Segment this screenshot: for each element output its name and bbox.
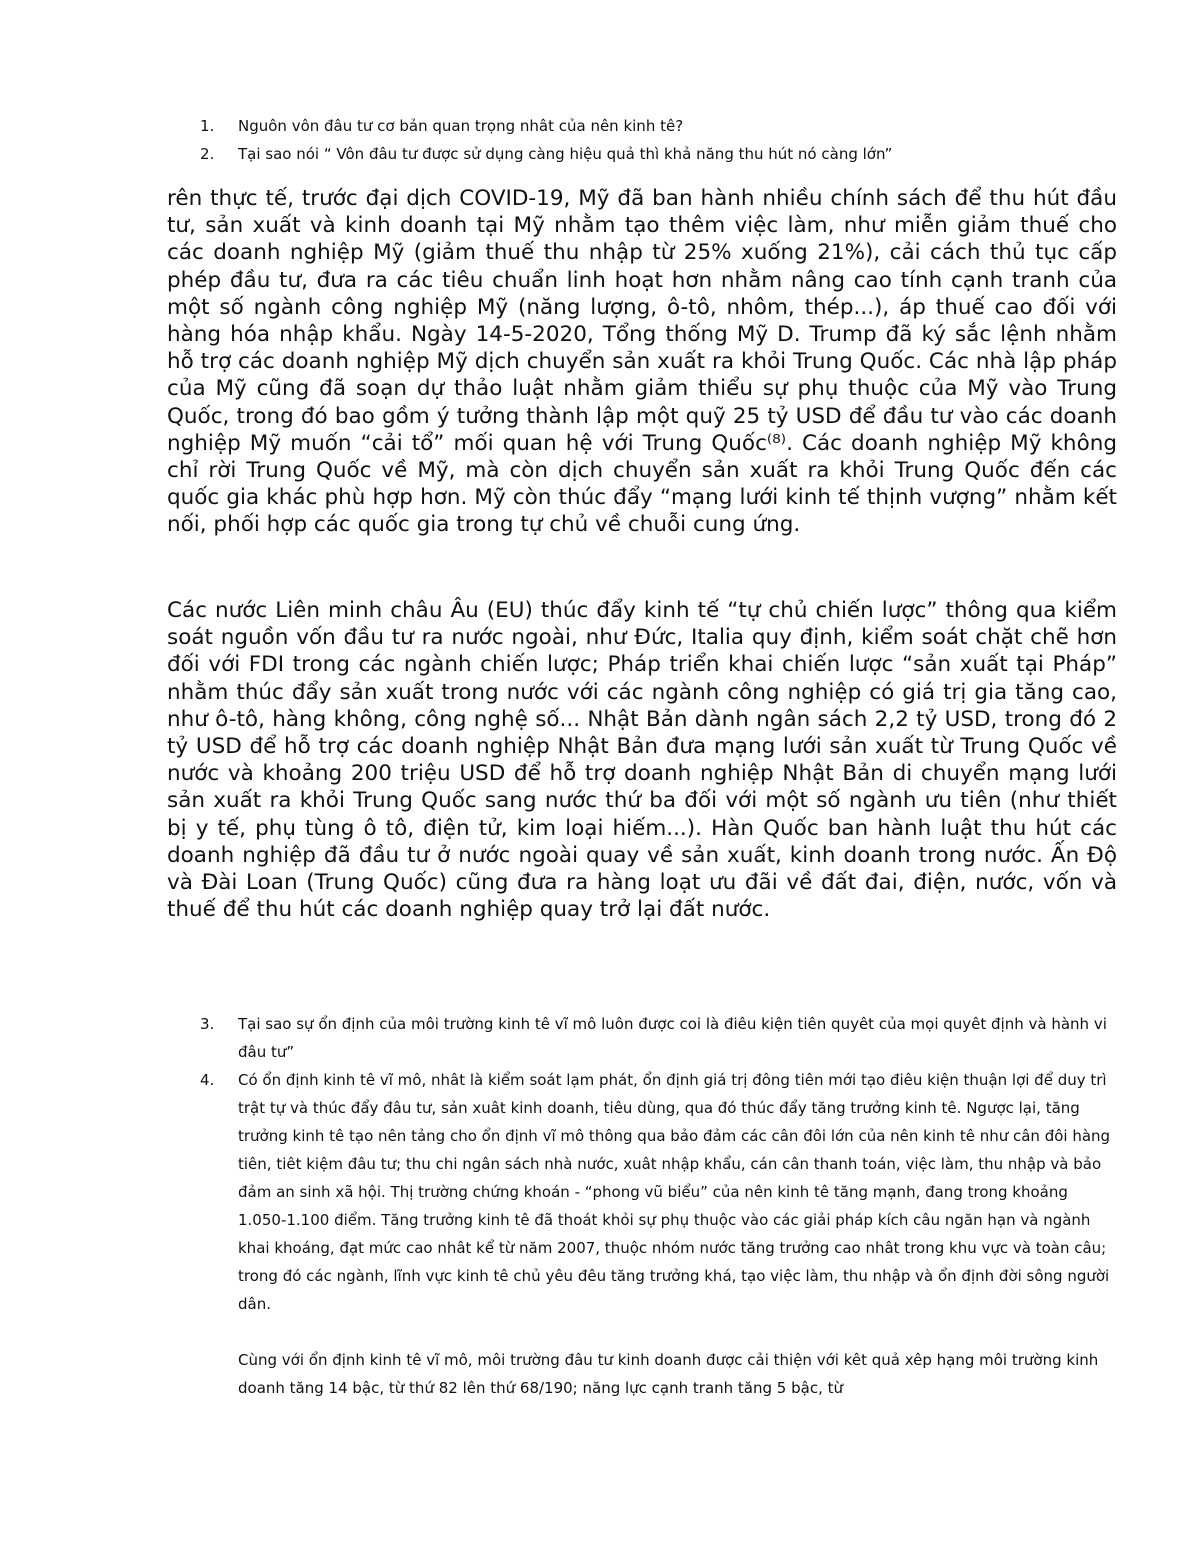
question-text: Tại sao sự ổn định của môi trường kinh tê vĩ mô luôn được coi là điêu kiện tiên quyêt của mọi quyêt định và hành vi đâu tư” <box>238 1015 1107 1061</box>
question-text: Tại sao nói “ Vôn đâu tư được sử dụng càng hiệu quả thì khả năng thu hút nó càng lớn” <box>238 145 893 163</box>
question-list-top <box>196 112 1096 168</box>
list-number: 4. <box>200 1071 215 1089</box>
paragraph-spacer <box>238 1318 1116 1346</box>
list-item <box>196 1066 1116 1402</box>
list-number: 3. <box>200 1015 215 1033</box>
list-item <box>196 140 1096 168</box>
list-item <box>196 1010 1116 1066</box>
question-text: Nguôn vôn đâu tư cơ bản quan trọng nhât của nên kinh tê? <box>238 117 684 135</box>
list-item <box>196 112 1096 140</box>
body-paragraph: rên thực tế, trước đại dịch COVID-19, Mỹ đã ban hành nhiều chính sách để thu hút đầu tư, sản xuất và kinh doanh tại Mỹ nhằm tạo thêm việc làm, như miễn giảm thuế cho các doanh nghiệp Mỹ (giảm thuế thu nhập từ 25% xuống 21%), cải cách thủ tục cấp phép đầu tư, đưa ra các tiêu chuẩn linh hoạt hơn nhằm nâng cao tính cạnh tranh của một số ngành công nghiệp Mỹ (năng lượng, ô-tô, nhôm, thép...), áp thuế cao đối với hàng hóa nhập khẩu. Ngày 14-5-2020, Tổng thống Mỹ D. Trump đã ký sắc lệnh nhằm hỗ trợ các doanh nghiệp Mỹ dịch chuyển sản xuất ra khỏi Trung Quốc. Các nhà lập pháp của Mỹ cũng đã soạn dự thảo luật nhằm giảm thiểu sự phụ thuộc của Mỹ vào Trung Quốc, trong đó bao gồm ý tưởng thành lập một quỹ 25 tỷ USD để đầu tư vào các doanh nghiệp Mỹ muốn “cải tổ” mối quan hệ với Trung Quốc⁽⁸⁾. Các doanh nghiệp Mỹ không chỉ rời Trung Quốc về Mỹ, mà còn dịch chuyển sản xuất ra khỏi Trung Quốc đến các quốc gia khác phù hợp hơn. Mỹ còn thúc đẩy “mạng lưới kinh tế thịnh vượng” nhằm kết nối, phối hợp các quốc gia trong tự chủ về chuỗi cung ứng. <box>167 186 1117 538</box>
answer-paragraph: Có ổn định kinh tê vĩ mô, nhât là kiểm soát lạm phát, ổn định giá trị đông tiên mới tạo điêu kiện thuận lợi để duy trì trật tự và thúc đẩy đâu tư, sản xuât kinh doanh, tiêu dùng, qua đó thúc đẩy tăng trưởng kinh tê. Ngược lại, tăng trưởng kinh tê tạo nên tảng cho ổn định vĩ mô thông qua bảo đảm các cân đôi lớn của nên kinh tê như cân đôi hàng tiên, tiêt kiệm đâu tư; thu chi ngân sách nhà nước, xuât nhập khẩu, cán cân thanh toán, việc làm, thu nhập và bảo đảm an sinh xã hội. Thị trường chứng khoán - “phong vũ biểu” của nên kinh tê tăng mạnh, đang trong khoảng 1.050-1.100 điểm. Tăng trưởng kinh tê đã thoát khỏi sự phụ thuộc vào các giải pháp kích câu ngăn hạn và ngành khai khoáng, đạt mức cao nhât kể từ năm 2007, thuộc nhóm nước tăng trưởng cao nhât trong khu vực và toàn câu; trong đó các ngành, lĩnh vực kinh tê chủ yêu đêu tăng trưởng khá, tạo việc làm, thu nhập và ổn định đời sông người dân. <box>238 1071 1111 1313</box>
body-paragraph: Các nước Liên minh châu Âu (EU) thúc đẩy kinh tế “tự chủ chiến lược” thông qua kiểm soát nguồn vốn đầu tư ra nước ngoài, như Đức, Italia quy định, kiểm soát chặt chẽ hơn đối với FDI trong các ngành chiến lược; Pháp triển khai chiến lược “sản xuất tại Pháp” nhằm thúc đẩy sản xuất trong nước với các ngành công nghiệp có giá trị gia tăng cao, như ô-tô, hàng không, công nghệ số... Nhật Bản dành ngân sách 2,2 tỷ USD, trong đó 2 tỷ USD để hỗ trợ các doanh nghiệp Nhật Bản đưa mạng lưới sản xuất từ Trung Quốc về nước và khoảng 200 triệu USD để hỗ trợ doanh nghiệp Nhật Bản di chuyển mạng lưới sản xuất ra khỏi Trung Quốc sang nước thứ ba đối với một số ngành ưu tiên (như thiết bị y tế, phụ tùng ô tô, điện tử, kim loại hiếm...). Hàn Quốc ban hành luật thu hút các doanh nghiệp đã đầu tư ở nước ngoài quay về sản xuất, kinh doanh trong nước. Ấn Độ và Đài Loan (Trung Quốc) cũng đưa ra hàng loạt ưu đãi về đất đai, điện, nước, vốn và thuế để thu hút các doanh nghiệp quay trở lại đất nước. <box>167 598 1117 923</box>
list-number: 1. <box>200 117 215 135</box>
answer-paragraph: Cùng với ổn định kinh tê vĩ mô, môi trường đâu tư kinh doanh được cải thiện với kêt quả xêp hạng môi trường kinh doanh tăng 14 bậc, từ thứ 82 lên thứ 68/190; năng lực cạnh tranh tăng 5 bậc, từ <box>238 1351 1099 1397</box>
answer-block <box>238 1066 1116 1402</box>
question-list-bottom <box>196 1010 1116 1402</box>
list-number: 2. <box>200 145 215 163</box>
